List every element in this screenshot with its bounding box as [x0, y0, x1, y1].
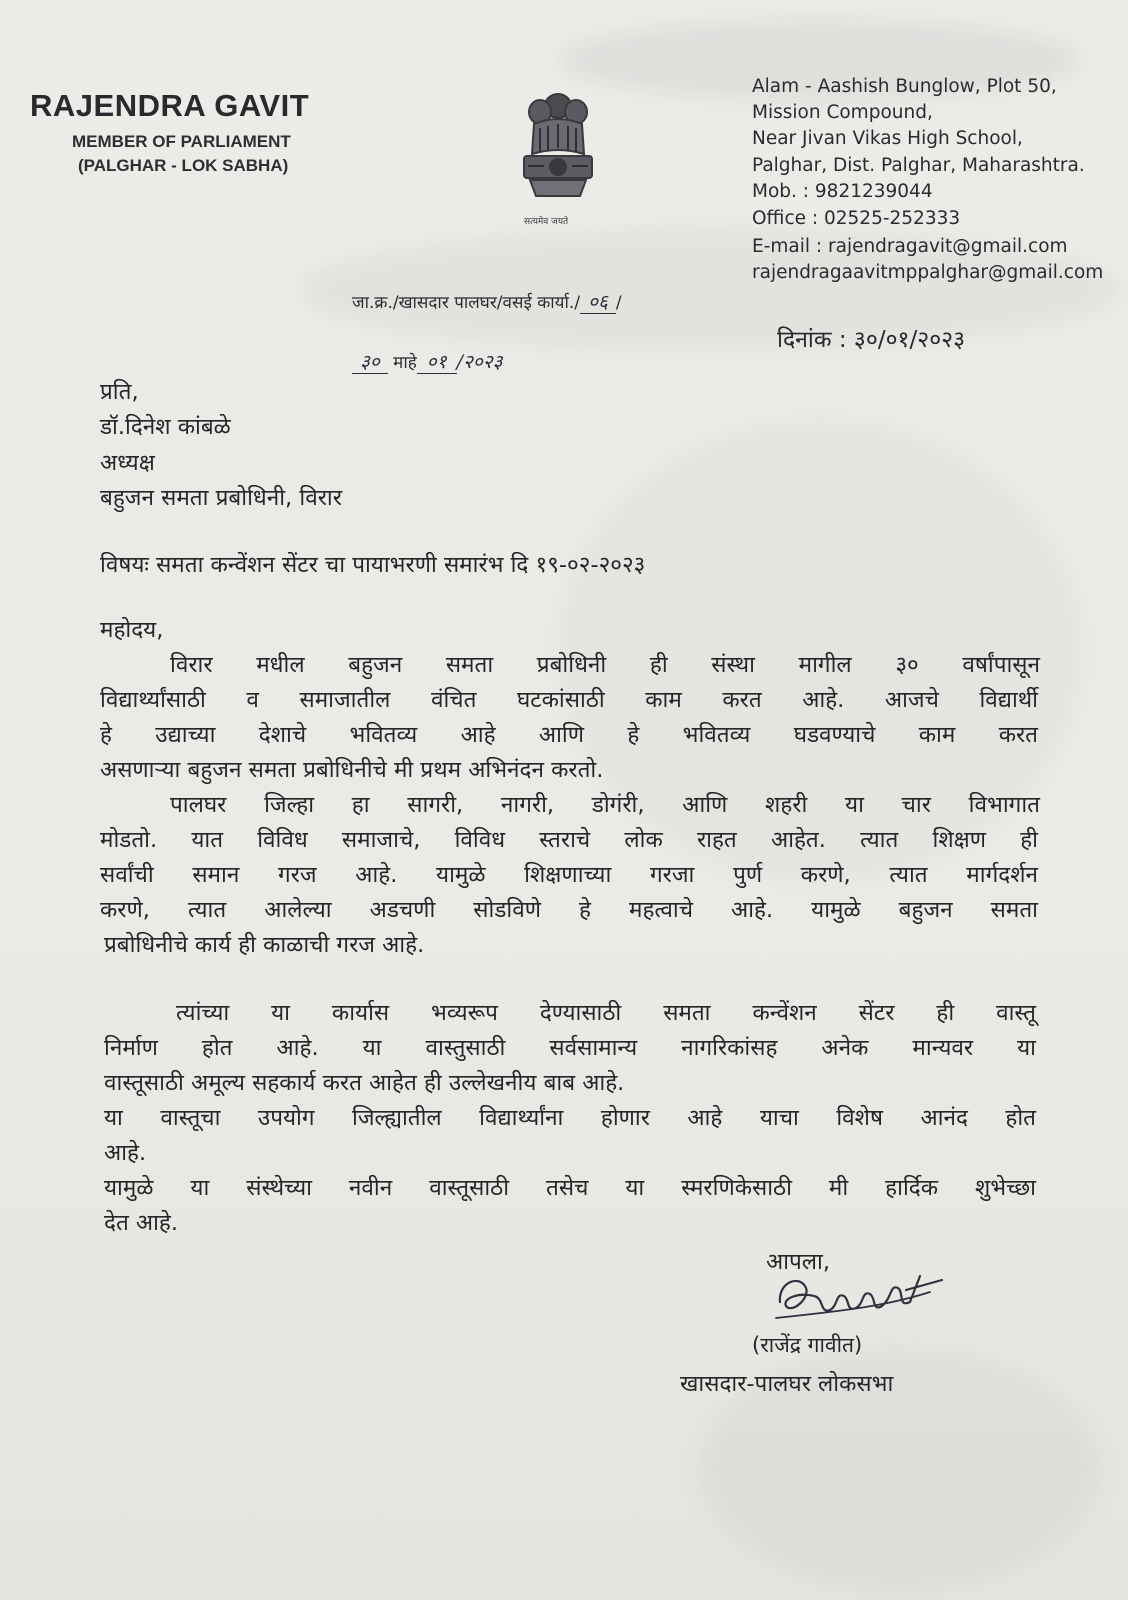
body-para3-line4: या वास्तूचा उपयोग जिल्ह्यातील विद्यार्थ्यांना होणार आहे याचा विशेष आनंद होत [104, 1105, 1036, 1131]
recipient-title: अध्यक्ष [100, 450, 155, 476]
body-para3-line1: त्यांच्या या कार्यास भव्यरूप देण्यासाठी समता कन्वेंशन सेंटर ही वास्तू [176, 1000, 1036, 1026]
body-para2-line5: प्रबोधिनीचे कार्य ही काळाची गरज आहे. [104, 932, 425, 958]
signatory-designation: खासदार-पालघर लोकसभा [680, 1371, 894, 1397]
signatory-name: (राजेंद्र गावीत) [752, 1333, 863, 1357]
body-para3-line5: आहे. [104, 1140, 147, 1166]
closing-yours: आपला, [766, 1249, 831, 1275]
handwritten-day: ३० [352, 351, 388, 374]
reference-suffix: / [615, 293, 622, 313]
body-para1-line2: विद्यार्थ्यांसाठी व समाजातील वंचित घटकांसाठी काम करत आहे. आजचे विद्यार्थी [100, 687, 1038, 713]
body-para3-line3: वास्तूसाठी अमूल्य सहकार्य करत आहेत ही उल्लेखनीय बाब आहे. [104, 1070, 625, 1096]
address-line-3: Near Jivan Vikas High School, [752, 128, 1023, 149]
reference-prefix: जा.क्र./खासदार पालघर/वसई कार्या./ [352, 293, 581, 313]
handwritten-date [352, 348, 502, 374]
body-para2-line3: सर्वांची समान गरज आहे. यामुळे शिक्षणाच्या गरजा पुर्ण करणे, त्यात मार्गदर्शन [100, 862, 1038, 888]
address-line-1: Alam - Aashish Bunglow, Plot 50, [752, 76, 1057, 97]
mp-designation: MEMBER OF PARLIAMENT [72, 132, 291, 151]
mobile-number: Mob. : 9821239044 [752, 181, 933, 202]
body-para2-line4: करणे, त्यात आलेल्या अडचणी सोडविणे हे महत्वाचे आहे. यामुळे बहुजन समता [100, 897, 1038, 923]
body-para1-line1: विरार मधील बहुजन समता प्रबोधिनी ही संस्था मागील ३० वर्षांपासून [170, 652, 1040, 678]
salutation: महोदय, [100, 617, 164, 643]
mp-name: RAJENDRA GAVIT [30, 88, 310, 123]
email-secondary: rajendragaavitmppalghar@gmail.com [752, 262, 1104, 283]
office-number: Office : 02525-252333 [752, 208, 961, 229]
body-para3-line7: देत आहे. [104, 1210, 179, 1236]
body-para2-line1: पालघर जिल्हा हा सागरी, नागरी, डोगंरी, आणि शहरी या चार विभागात [170, 792, 1040, 818]
emblem-motto: सत्यमेव जयते [524, 217, 569, 227]
month-word: माहे [393, 353, 417, 373]
recipient-organization: बहुजन समता प्रबोधिनी, विरार [100, 485, 342, 511]
body-para2-line2: मोडतो. यात विविध समाजाचे, विविध स्तराचे लोक राहत आहेत. त्यात शिक्षण ही [100, 827, 1038, 853]
body-para3-line6: यामुळे या संस्थेच्या नवीन वास्तूसाठी तसेच या स्मरणिकेसाठी मी हार्दिक शुभेच्छा [104, 1175, 1036, 1201]
reference-number [352, 288, 622, 314]
body-para3-line2: निर्माण होत आहे. या वास्तुसाठी सर्वसामान्य नागरिकांसह अनेक मान्यवर या [104, 1035, 1036, 1061]
letter-date: दिनांक : ३०/०१/२०२३ [777, 327, 966, 353]
address-line-2: Mission Compound, [752, 102, 933, 123]
national-emblem-icon [510, 84, 606, 234]
body-para1-line3: हे उद्याच्या देशाचे भवितव्य आहे आणि हे भवितव्य घडवण्याचे काम करत [100, 722, 1038, 748]
signature [770, 1262, 950, 1332]
handwritten-year: /२०२३ [456, 351, 503, 373]
reference-handwritten-number: ०६ [580, 291, 616, 314]
recipient-to: प्रति, [100, 379, 139, 405]
body-para1-line4: असणाऱ्या बहुजन समता प्रबोधिनीचे मी प्रथम अभिनंदन करतो. [100, 757, 604, 783]
handwritten-month: ०१ [417, 351, 457, 374]
letter-subject: विषयः समता कन्वेंशन सेंटर चा पायाभरणी समारंभ दि १९-०२-२०२३ [100, 552, 646, 578]
recipient-name: डॉ.दिनेश कांबळे [100, 414, 231, 440]
email-primary: E-mail : rajendragavit@gmail.com [752, 236, 1068, 257]
mp-constituency: (PALGHAR - LOK SABHA) [78, 156, 289, 175]
address-line-4: Palghar, Dist. Palghar, Maharashtra. [752, 155, 1085, 176]
